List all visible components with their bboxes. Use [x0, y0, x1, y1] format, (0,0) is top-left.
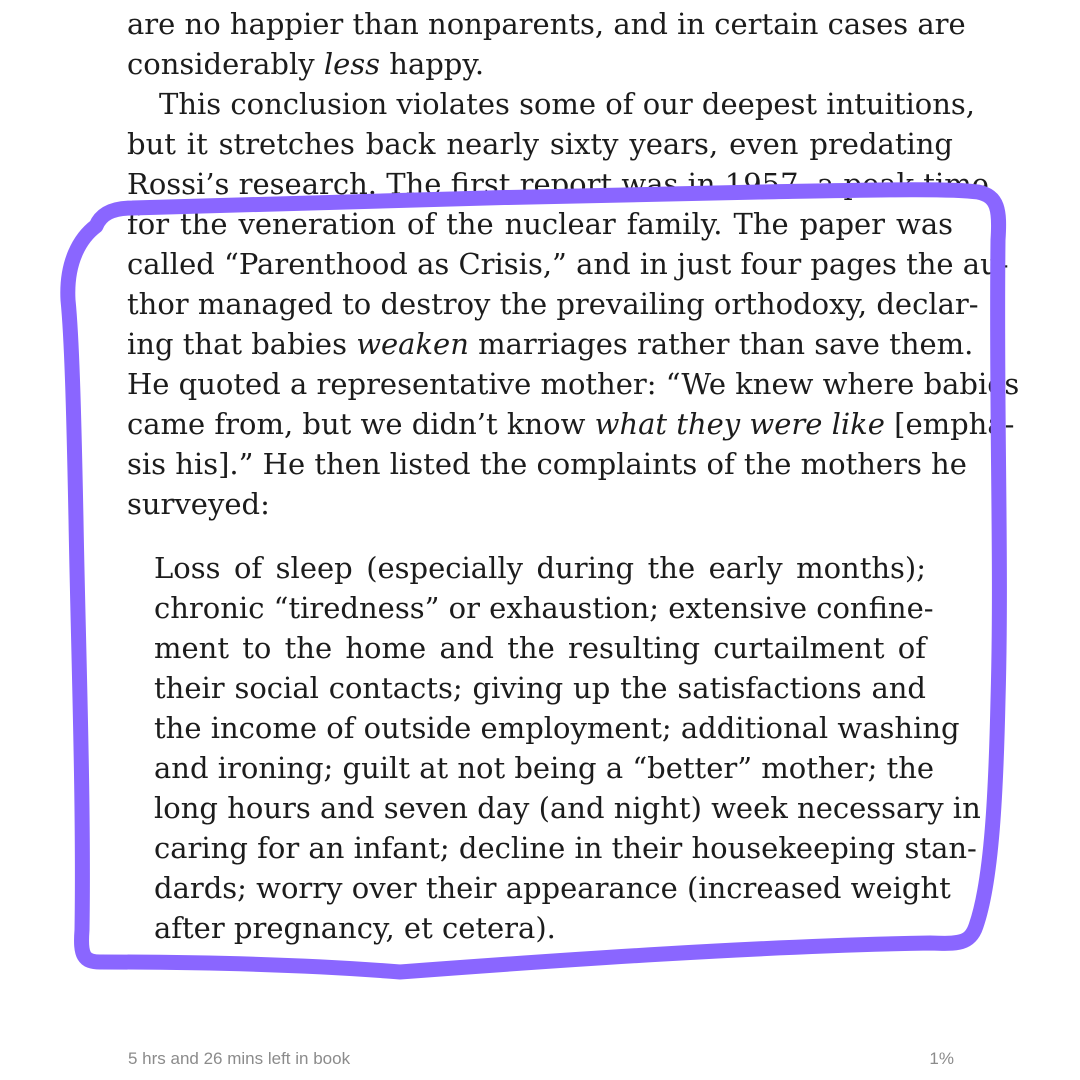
quote-line: the income of outside employment; additional washing [154, 711, 960, 745]
time-left-indicator: 5 hrs and 26 mins left in book [128, 1049, 351, 1068]
text-line: Rossi’s research. The first report was in 1957, a peak time [127, 167, 989, 201]
text-segment: came from, but we didn’t know [127, 407, 595, 441]
text-line: thor managed to destroy the prevailing orthodoxy, declar- [127, 287, 979, 321]
quote-line: dards; worry over their appearance (increased weight [154, 871, 951, 905]
quote-line: caring for an infant; decline in their housekeeping stan- [154, 831, 977, 865]
quote-line: chronic “tiredness” or exhaustion; extensive confine- [154, 591, 934, 625]
text-segment: considerably [127, 47, 324, 81]
text-line: are no happier than nonparents, and in certain cases are [127, 7, 966, 41]
text-line: sis his].” He then listed the complaints of the mothers he [127, 447, 967, 481]
emphasis-text: weaken [356, 327, 469, 361]
text-line [127, 404, 1015, 444]
text-segment: ing that babies [127, 327, 357, 361]
text-line: This conclusion violates some of our deepest intuitions, [159, 87, 976, 121]
text-segment: [empha- [884, 407, 1015, 441]
text-line [127, 44, 953, 84]
quote-line: and ironing; guilt at not being a “better” mother; the [154, 751, 935, 785]
text-line: surveyed: [127, 487, 270, 521]
text-line: but it stretches back nearly sixty years, even predating [127, 127, 953, 161]
quote-line: Loss of sleep (especially during the early months); [154, 551, 926, 585]
reading-progress: 1% [929, 1049, 954, 1068]
quote-line: after pregnancy, et cetera). [154, 911, 556, 945]
quote-line: long hours and seven day (and night) week necessary in [154, 791, 981, 825]
emphasis-text: what they were like [594, 407, 885, 441]
text-segment: happy. [380, 47, 485, 81]
quote-line: their social contacts; giving up the satisfactions and [154, 671, 926, 705]
text-line: He quoted a representative mother: “We knew where babies [127, 367, 1020, 401]
emphasis-text: less [323, 47, 381, 81]
text-line: for the veneration of the nuclear family. The paper was [127, 207, 953, 241]
text-segment: marriages rather than save them. [468, 327, 974, 361]
quote-line: ment to the home and the resulting curtailment of [154, 631, 926, 665]
text-line [127, 324, 974, 364]
text-line: called “Parenthood as Crisis,” and in just four pages the au- [127, 247, 1009, 281]
